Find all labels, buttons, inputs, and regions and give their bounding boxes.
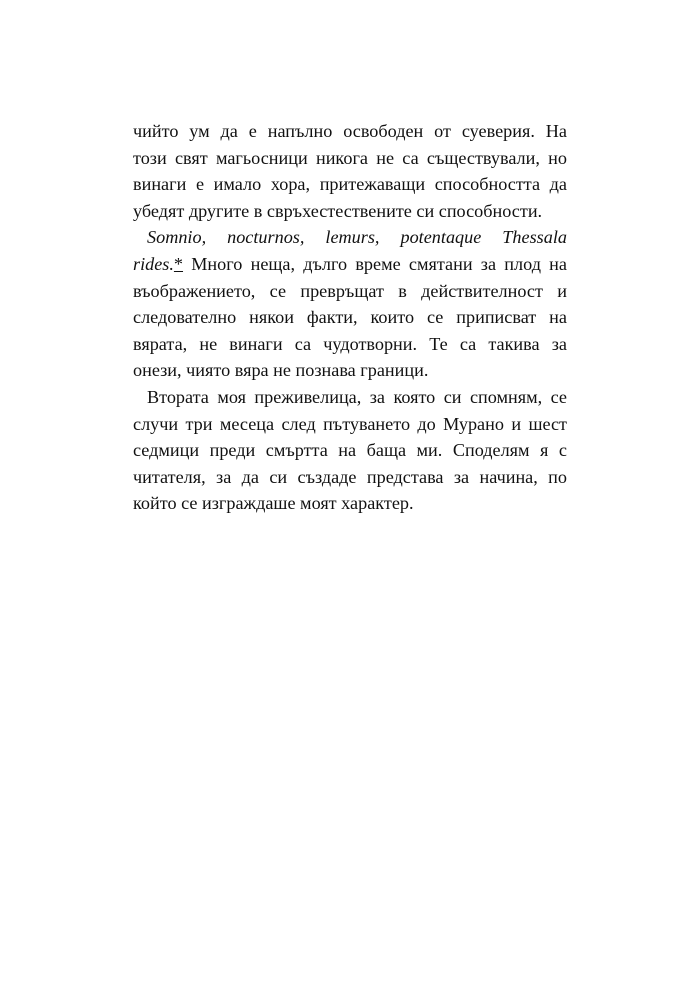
latin-quote: Somnio, nocturnos, lemurs, potentaque Thessala bbox=[147, 227, 567, 248]
paragraph-3-line-4: читателя, за да си създаде представа за начина, по bbox=[133, 466, 567, 487]
paragraph-2-line-3: въображението, се превръщат в действителност и bbox=[133, 280, 567, 301]
paragraph-1-line-4: убедят другите в свръхестествените си способности. bbox=[133, 200, 543, 221]
latin-quote-end: rides. bbox=[133, 253, 174, 274]
paragraph-2-line-5: вярата, не винаги са чудотворни. Те са такива за bbox=[133, 333, 567, 354]
paragraph-1-line-2: този свят магьосници никога не са съществували, но bbox=[133, 147, 567, 168]
body-text bbox=[133, 118, 567, 517]
paragraph-2-line-2-text: Много неща, дълго време смятани за плод на bbox=[183, 253, 567, 274]
paragraph-2-line-1 bbox=[133, 224, 567, 251]
paragraph-1-line-3: винаги е имало хора, притежаващи способността да bbox=[133, 174, 567, 195]
paragraph-2-line-6: онези, чиято вяра не познава граници. bbox=[133, 360, 429, 381]
paragraph-2-line-4: следователно някои факти, които се приписват на bbox=[133, 307, 567, 328]
paragraph-1-line-1: чийто ум да е напълно освободен от суеверия. На bbox=[133, 121, 567, 141]
paragraph-3-line-3: седмици преди смъртта на баща ми. Споделям я с bbox=[133, 440, 567, 461]
footnote-link[interactable]: * bbox=[173, 253, 184, 274]
paragraph-3-line-1: Втората моя преживелица, за която си спомням, се bbox=[147, 386, 567, 407]
paragraph-3-line-5: който се изграждаше моят характер. bbox=[133, 493, 414, 514]
paragraph-3-line-2: случи три месеца след пътуването до Мурано и шест bbox=[133, 413, 567, 434]
paragraph-2-line-2 bbox=[133, 251, 567, 278]
